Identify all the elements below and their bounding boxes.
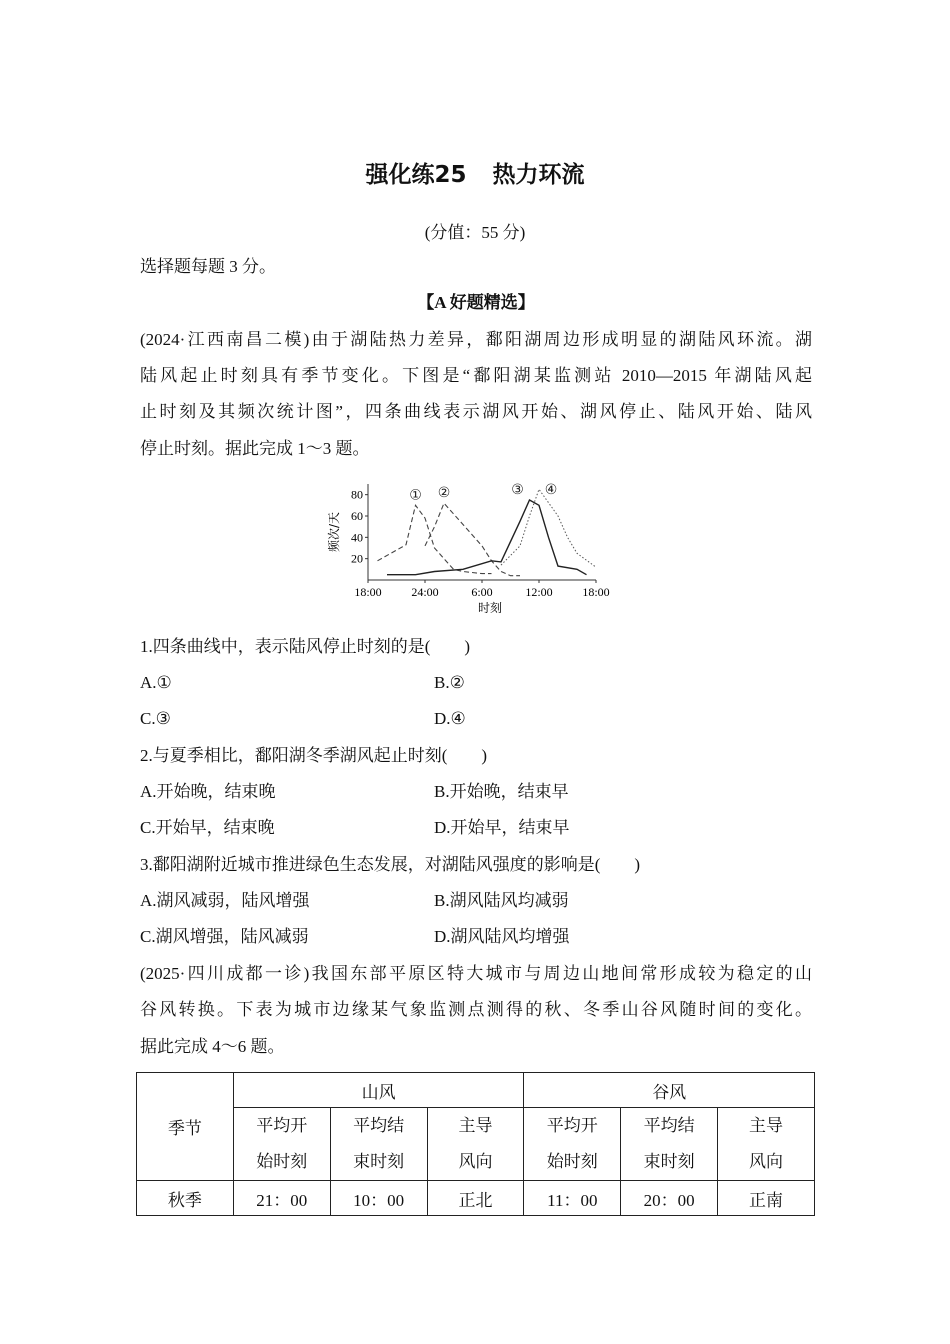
table-row xyxy=(137,1181,815,1216)
page-title xyxy=(0,156,950,189)
chart-ylabel: 频次/天 xyxy=(327,511,341,553)
q3-stem: 3.鄱阳湖附近城市推进绿色生态发展，对湖陆风强度的影响是( ) xyxy=(140,855,641,874)
q3-option-c[interactable]: C.湖风增强，陆风减弱 xyxy=(140,927,309,946)
score-note: (分值：55 分) xyxy=(424,223,526,242)
series-label-4: ④ xyxy=(544,482,558,498)
subheader-text: 平均开 xyxy=(546,1116,598,1135)
q1-option-a[interactable]: A.① xyxy=(140,673,172,692)
subheader-text: 始时刻 xyxy=(256,1152,308,1171)
passage1-line-1: (2024·江西南昌二模)由于湖陆热力差异，鄱阳湖周边形成明显的湖陆风环流。湖 xyxy=(140,330,812,349)
table-cell: 正北 xyxy=(427,1181,524,1216)
q2-stem: 2.与夏季相比，鄱阳湖冬季湖风起止时刻( ) xyxy=(140,746,488,765)
table-cell: 21：00 xyxy=(233,1181,330,1216)
subheader-text: 风向 xyxy=(458,1152,493,1171)
series-line-2 xyxy=(425,503,520,576)
passage2-line-2: 谷风转换。下表为城市边缘某气象监测点测得的秋、冬季山谷风随时间的变化。 xyxy=(140,1000,812,1019)
subheader-mountain-start xyxy=(233,1108,330,1181)
y-tick-label: 20 xyxy=(351,551,363,566)
lake-land-wind-chart xyxy=(320,474,620,619)
x-tick-label: 6:00 xyxy=(471,585,493,599)
passage1-line-3: 止时刻及其频次统计图”，四条曲线表示湖风开始、湖风停止、陆风开始、陆风 xyxy=(140,402,812,421)
subheader-text: 束时刻 xyxy=(353,1152,405,1171)
x-tick-label: 24:00 xyxy=(411,585,439,599)
instruction: 选择题每题 3 分。 xyxy=(140,257,276,276)
table-cell: 11：00 xyxy=(524,1181,621,1216)
q1-stem: 1.四条曲线中，表示陆风停止时刻的是( ) xyxy=(140,637,471,656)
series-label-3: ③ xyxy=(511,482,524,498)
x-tick-label: 12:00 xyxy=(525,585,553,599)
subheader-valley-direction xyxy=(718,1108,815,1181)
subheader-text: 平均结 xyxy=(353,1116,405,1135)
title-topic: 热力环流 xyxy=(492,162,585,188)
subheader-text: 平均开 xyxy=(256,1116,308,1135)
subheader-text: 主导 xyxy=(458,1116,493,1135)
title-main: 强化练25 xyxy=(365,162,467,188)
header-valley-wind: 谷风 xyxy=(524,1073,815,1108)
passage2-line-3: 据此完成 4～6 题。 xyxy=(140,1037,285,1056)
chart-axes xyxy=(368,484,596,580)
section-a-heading: 【A 好题精选】 xyxy=(417,293,535,312)
q2-option-a[interactable]: A.开始晚，结束晚 xyxy=(140,782,276,801)
x-tick-label: 18:00 xyxy=(354,585,382,599)
q1-option-d[interactable]: D.④ xyxy=(434,709,466,728)
q3-option-a[interactable]: A.湖风减弱，陆风增强 xyxy=(140,891,310,910)
series-line-3 xyxy=(387,500,587,575)
series-line-4 xyxy=(501,489,596,567)
subheader-text: 风向 xyxy=(749,1152,784,1171)
header-mountain-wind: 山风 xyxy=(233,1073,524,1108)
q3-option-d[interactable]: D.湖风陆风均增强 xyxy=(434,927,570,946)
subheader-text: 平均结 xyxy=(643,1116,695,1135)
subheader-mountain-direction xyxy=(427,1108,524,1181)
passage1-line-2: 陆风起止时刻具有季节变化。下图是“鄱阳湖某监测站 2010—2015 年湖陆风起 xyxy=(140,366,812,385)
table-cell: 20：00 xyxy=(621,1181,718,1216)
y-tick-label: 60 xyxy=(351,509,363,523)
subheader-text: 始时刻 xyxy=(546,1152,598,1171)
subheader-valley-start xyxy=(524,1108,621,1181)
q2-option-b[interactable]: B.开始晚，结束早 xyxy=(434,782,569,801)
table-cell: 10：00 xyxy=(330,1181,427,1216)
row-season: 秋季 xyxy=(137,1181,234,1216)
q1-option-c[interactable]: C.③ xyxy=(140,709,171,728)
subheader-valley-end xyxy=(621,1108,718,1181)
series-line-1 xyxy=(378,505,492,573)
q2-option-c[interactable]: C.开始早，结束晚 xyxy=(140,818,275,837)
subheader-mountain-end xyxy=(330,1108,427,1181)
header-season: 季节 xyxy=(137,1073,234,1181)
q1-option-b[interactable]: B.② xyxy=(434,673,465,692)
chart-xlabel: 时刻 xyxy=(477,601,503,615)
passage1-line-4: 停止时刻。据此完成 1～3 题。 xyxy=(140,439,370,458)
y-tick-label: 40 xyxy=(351,530,363,545)
passage2-line-1: (2025·四川成都一诊)我国东部平原区特大城市与周边山地间常形成较为稳定的山 xyxy=(140,964,812,983)
q3-option-b[interactable]: B.湖风陆风均减弱 xyxy=(434,891,569,910)
q2-option-d[interactable]: D.开始早，结束早 xyxy=(434,818,570,837)
y-tick-label: 80 xyxy=(351,487,363,502)
mountain-valley-wind-table xyxy=(136,1072,815,1216)
series-label-2: ② xyxy=(437,485,451,502)
subheader-text: 主导 xyxy=(749,1116,784,1135)
series-label-1: ① xyxy=(409,487,422,504)
subheader-text: 束时刻 xyxy=(643,1152,695,1171)
table-cell: 正南 xyxy=(718,1181,815,1216)
x-tick-label: 18:00 xyxy=(582,585,610,599)
